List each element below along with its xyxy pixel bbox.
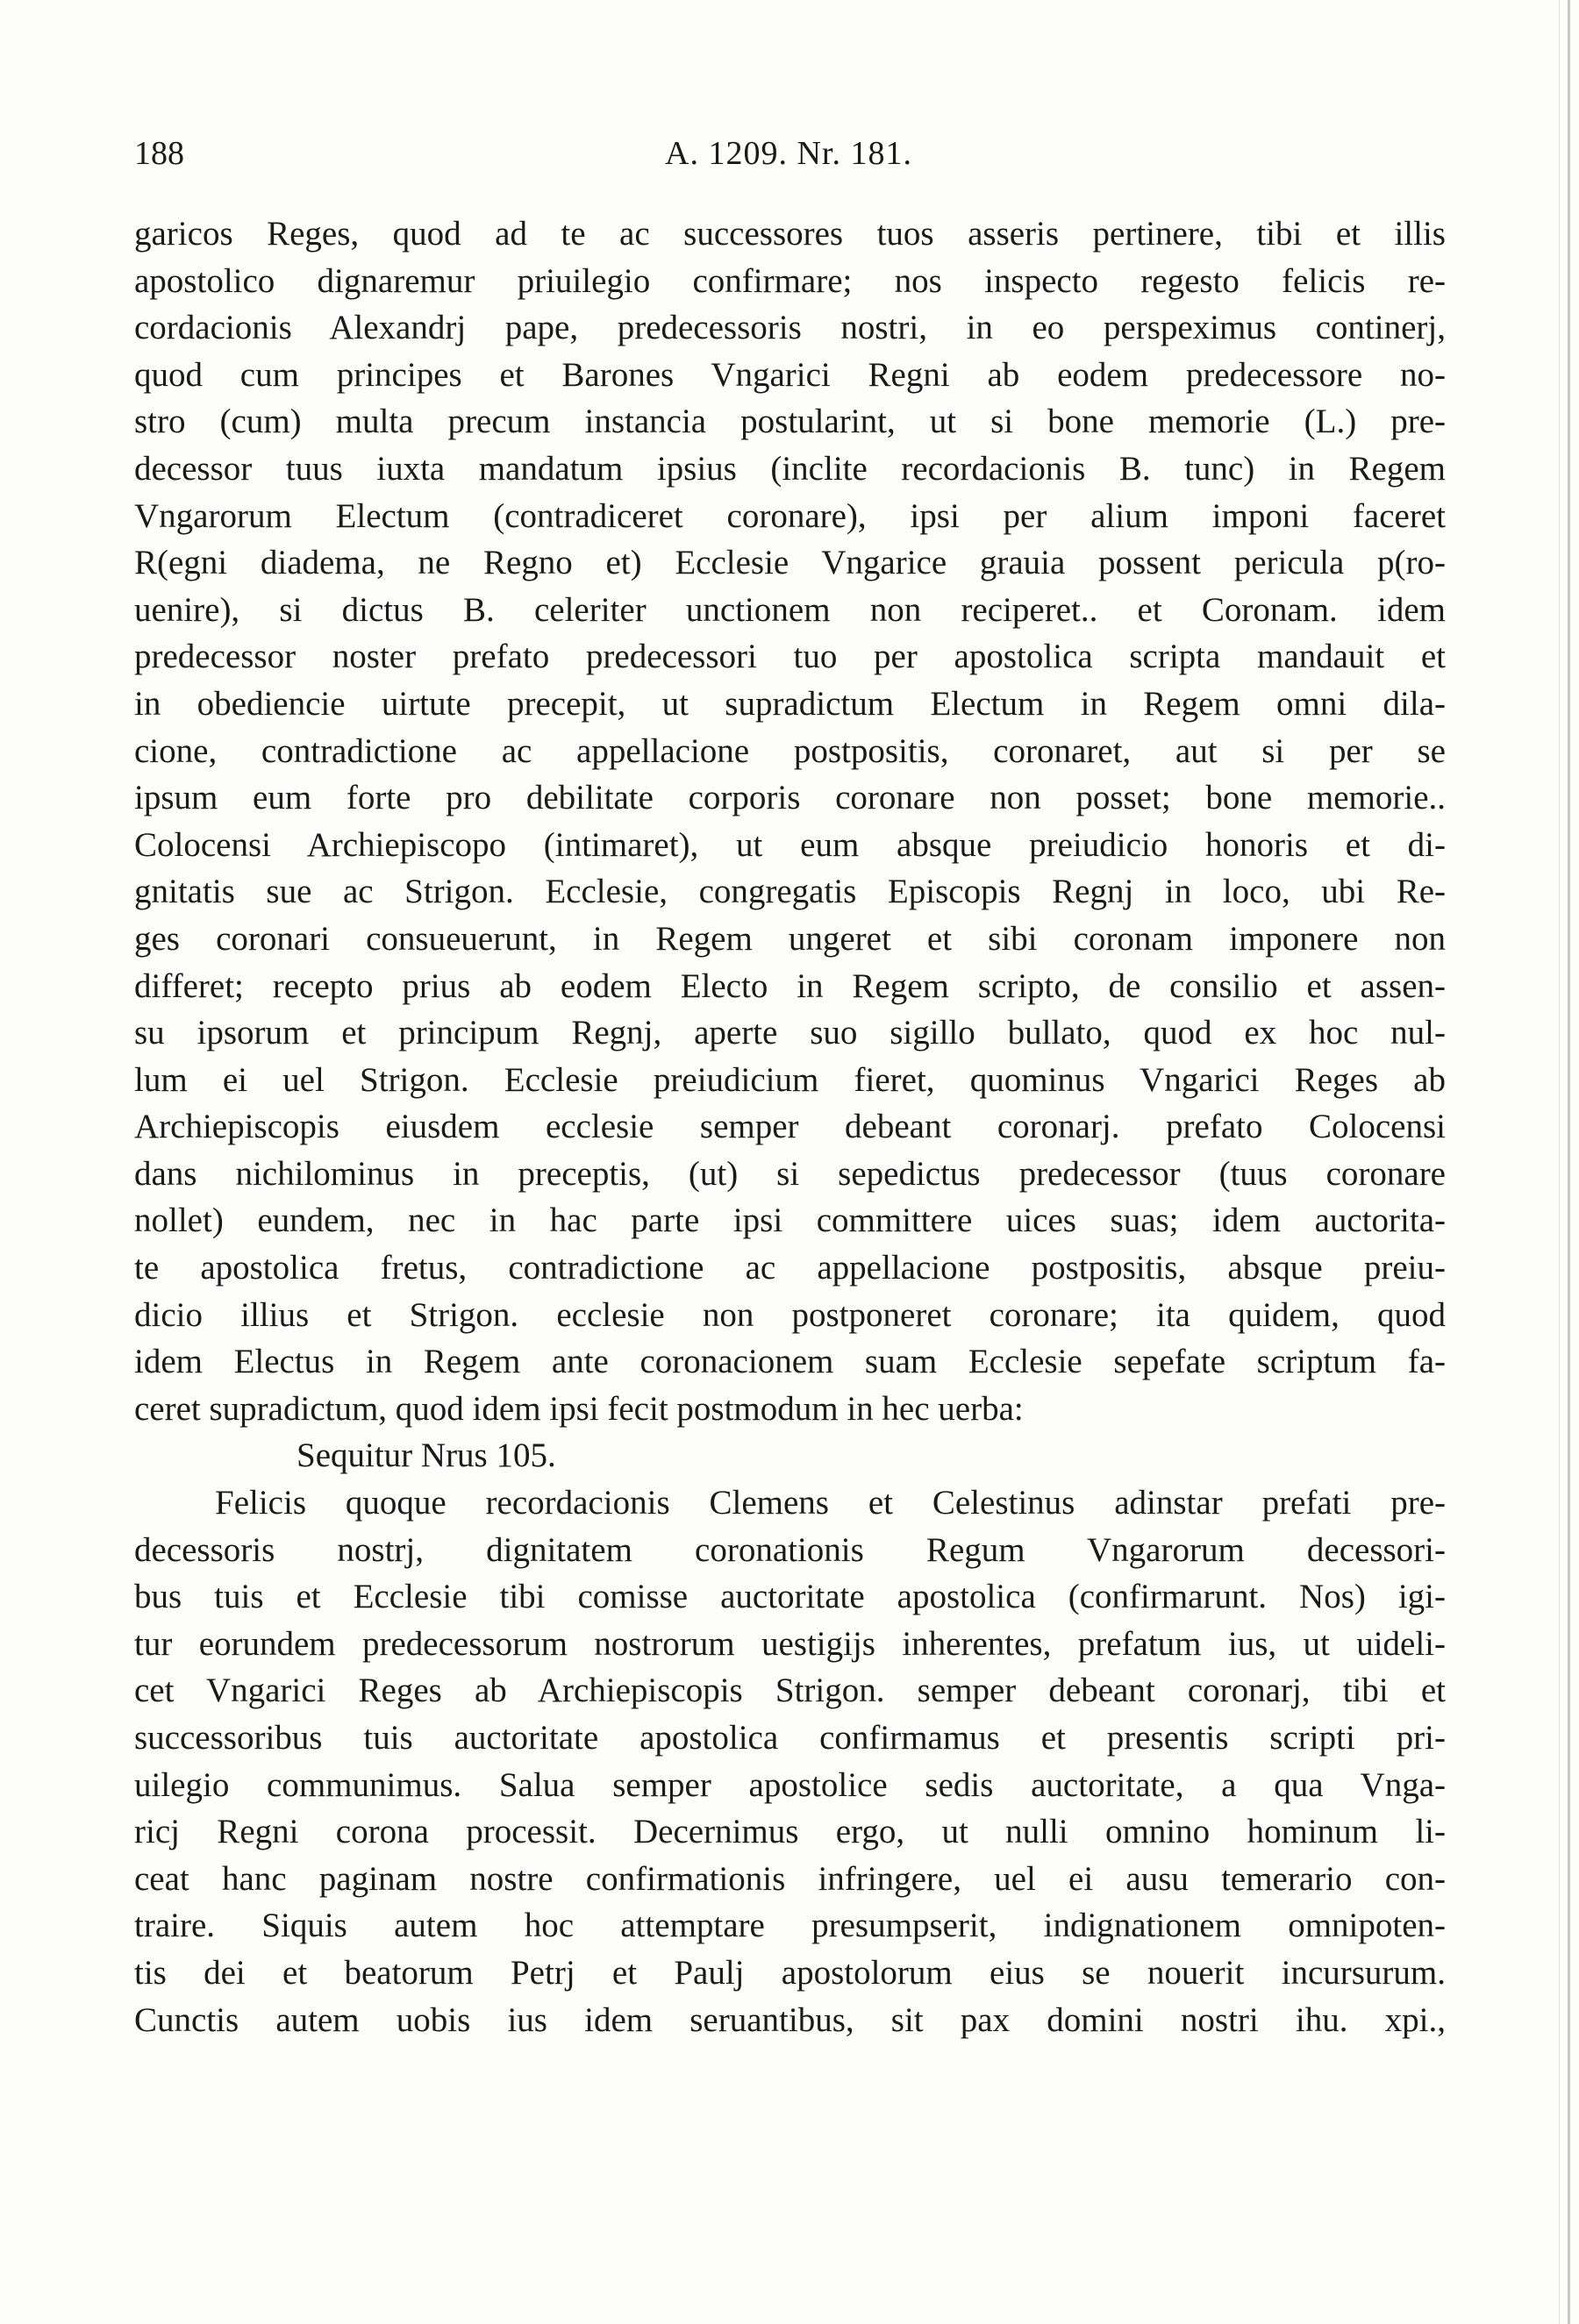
text-line: bus tuis et Ecclesie tibi comisse auctoritate apostolica (confirmarunt. Nos) igi- xyxy=(134,1578,1446,1616)
page-number: 188 xyxy=(134,135,184,172)
text-line: decessoris nostrj, dignitatem coronationis Regum Vngarorum decessori- xyxy=(134,1530,1446,1569)
text-line: dans nichilominus in preceptis, (ut) si sepedictus predecessor (tuus coronare xyxy=(134,1154,1446,1193)
text-line: garicos Reges, quod ad te ac successores tuos asseris pertinere, tibi et illis xyxy=(134,215,1446,253)
text-line: Felicis quoque recordacionis Clemens et Celestinus adinstar prefati pre- xyxy=(215,1484,1446,1522)
text-line: differet; recepto prius ab eodem Electo in Regem scripto, de consilio et assen- xyxy=(134,966,1446,1005)
text-line: Cunctis autem uobis ius idem seruantibus, sit pax domini nostri ihu. xpi., xyxy=(134,2000,1446,2039)
text-line: stro (cum) multa precum instancia postularint, ut si bone memorie (L.) pre- xyxy=(134,403,1446,441)
text-line: ceat hanc paginam nostre confirmationis infringere, uel ei ausu temerario con- xyxy=(134,1859,1446,1898)
cross-reference-line: Sequitur Nrus 105. xyxy=(297,1436,556,1475)
text-line: tur eorundem predecessorum nostrorum uestigijs inherentes, prefatum ius, ut uideli- xyxy=(134,1624,1446,1663)
running-head: A. 1209. Nr. 181. xyxy=(665,135,912,172)
text-line: lum ei uel Strigon. Ecclesie preiudicium fieret, quominus Vngarici Reges ab xyxy=(134,1060,1446,1099)
text-line: R(egni diadema, ne Regno et) Ecclesie Vngarice grauia possent pericula p(ro- xyxy=(134,544,1446,582)
text-line: Vngarorum Electum (contradiceret coronare), ipsi per alium imponi faceret xyxy=(134,496,1446,535)
text-line: cordacionis Alexandrj pape, predecessoris nostri, in eo perspeximus continerj, xyxy=(134,309,1446,347)
text-line: Archiepiscopis eiusdem ecclesie semper debeant coronarj. prefato Colocensi xyxy=(134,1108,1446,1146)
text-line: dicio illius et Strigon. ecclesie non postponeret coronare; ita quidem, quod xyxy=(134,1295,1446,1334)
text-line: tis dei et beatorum Petrj et Paulj apostolorum eius se nouerit incursurum. xyxy=(134,1953,1446,1992)
text-line: successoribus tuis auctoritate apostolica confirmamus et presentis scripti pri- xyxy=(134,1719,1446,1757)
text-line: Colocensi Archiepiscopo (intimaret), ut eum absque preiudicio honoris et di- xyxy=(134,825,1446,864)
text-line: in obediencie uirtute precepit, ut supradictum Electum in Regem omni dila- xyxy=(134,684,1446,723)
text-line: gnitatis sue ac Strigon. Ecclesie, congregatis Episcopis Regnj in loco, ubi Re- xyxy=(134,873,1446,911)
text-line: apostolico dignaremur priuilegio confirmare; nos inspecto regesto felicis re- xyxy=(134,261,1446,300)
text-line: ricj Regni corona processit. Decernimus ergo, ut nulli omnino hominum li- xyxy=(134,1813,1446,1851)
text-line: uilegio communimus. Salua semper apostolice sedis auctoritate, a qua Vnga- xyxy=(134,1765,1446,1804)
text-line: te apostolica fretus, contradictione ac appellacione postpositis, absque preiu- xyxy=(134,1249,1446,1287)
text-line: ipsum eum forte pro debilitate corporis coronare non posset; bone memorie.. xyxy=(134,779,1446,817)
page-edge-shadow xyxy=(1568,0,1570,2324)
text-line: cet Vngarici Reges ab Archiepiscopis Strigon. semper debeant coronarj, tibi et xyxy=(134,1672,1446,1710)
text-line: cione, contradictione ac appellacione postpositis, coronaret, aut si per se xyxy=(134,731,1446,770)
text-line: quod cum principes et Barones Vngarici Regni ab eodem predecessore no- xyxy=(134,355,1446,394)
page-edge-line xyxy=(1559,0,1560,2324)
page-header xyxy=(134,132,1450,175)
text-line: idem Electus in Regem ante coronacionem suam Ecclesie sepefate scriptum fa- xyxy=(134,1343,1446,1381)
text-line: decessor tuus iuxta mandatum ipsius (inclite recordacionis B. tunc) in Regem xyxy=(134,449,1446,488)
document-body xyxy=(134,210,1446,2043)
text-line: nollet) eundem, nec in hac parte ipsi committere uices suas; idem auctorita- xyxy=(134,1201,1446,1240)
text-line: predecessor noster prefato predecessori tuo per apostolica scripta mandauit et xyxy=(134,638,1446,676)
text-line: ceret supradictum, quod idem ipsi fecit postmodum in hec uerba: xyxy=(134,1389,1024,1428)
text-line: ges coronari consueuerunt, in Regem ungeret et sibi coronam imponere non xyxy=(134,919,1446,958)
text-line: uenire), si dictus B. celeriter unctionem non reciperet.. et Coronam. idem xyxy=(134,590,1446,629)
text-line: su ipsorum et principum Regnj, aperte suo sigillo bullato, quod ex hoc nul- xyxy=(134,1014,1446,1052)
text-line: traire. Siquis autem hoc attemptare presumpserit, indignationem omnipoten- xyxy=(134,1907,1446,1945)
